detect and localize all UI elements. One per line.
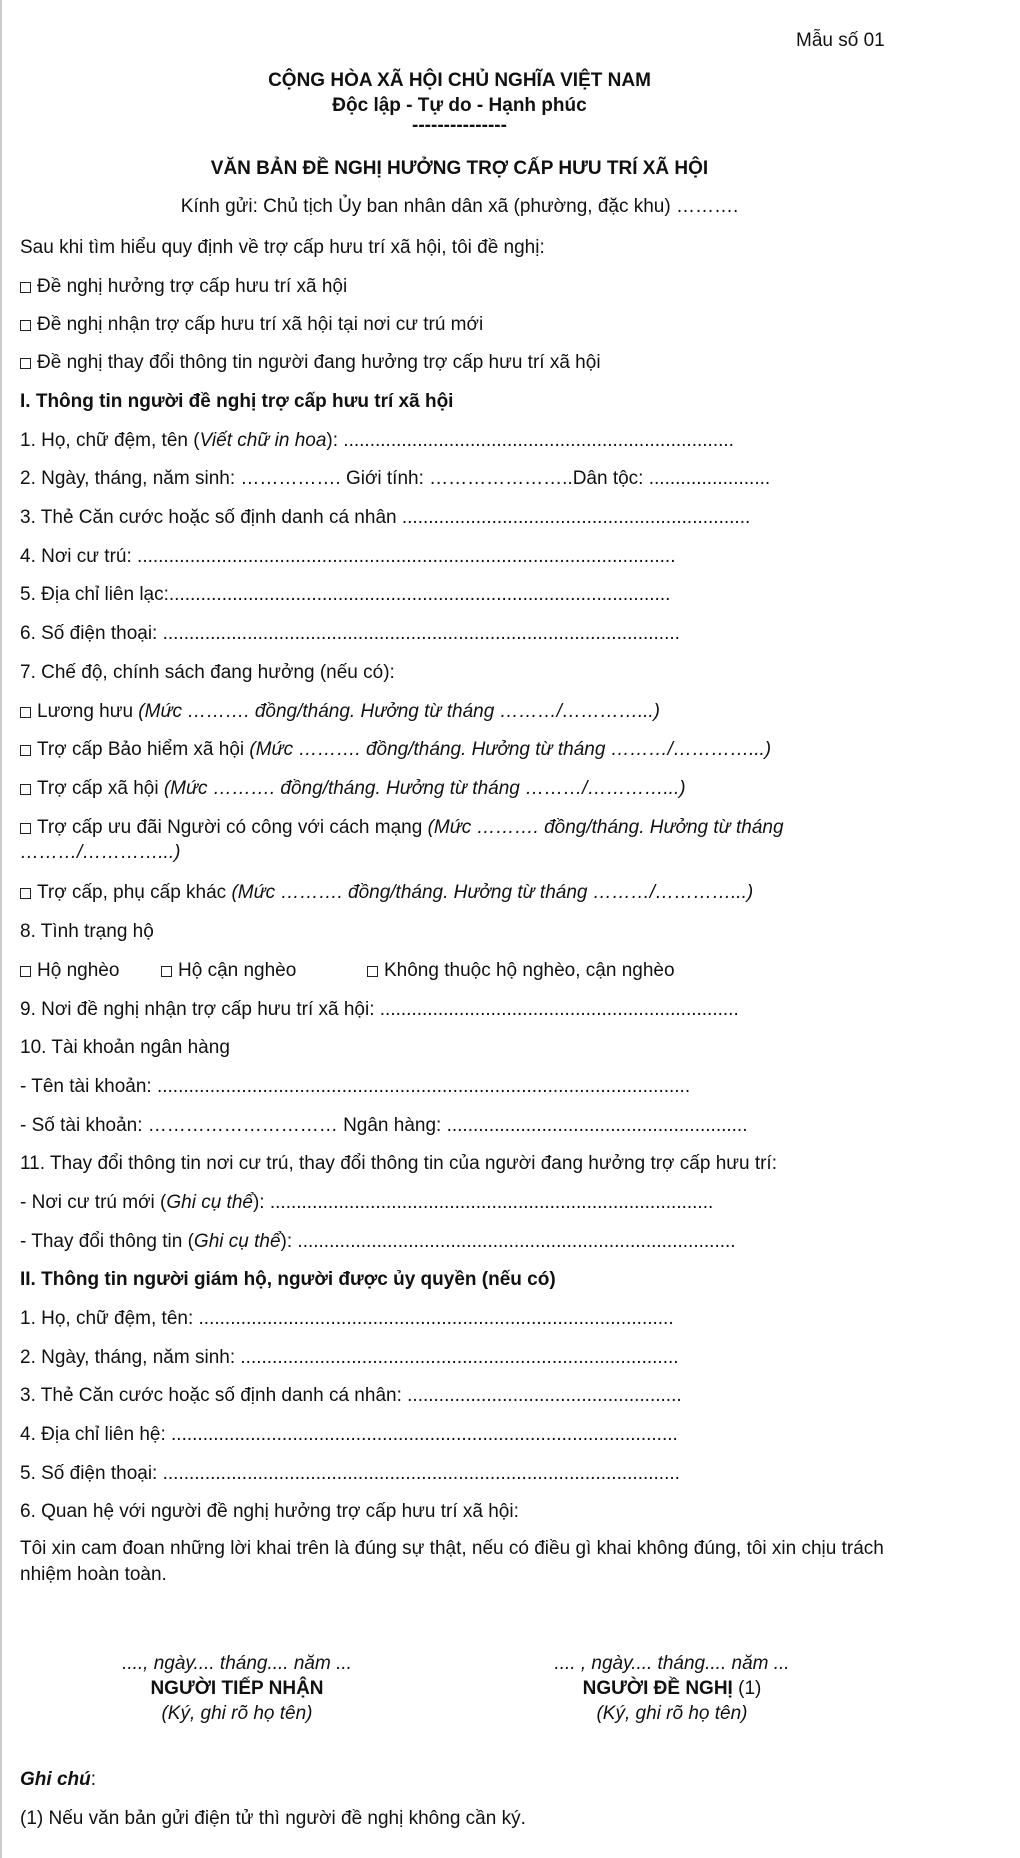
- nation-header: CỘNG HÒA XÃ HỘI CHỦ NGHĨA VIỆT NAM: [268, 70, 651, 91]
- document-title: VĂN BẢN ĐỀ NGHỊ HƯỞNG TRỢ CẤP HƯU TRÍ XÃ HỘI: [210, 158, 709, 179]
- checkbox[interactable]: [20, 888, 31, 899]
- field-bank-account-heading: 10. Tài khoản ngân hàng: [20, 1037, 230, 1058]
- requester-date-line: .... , ngày.... tháng.... năm ...: [554, 1653, 790, 1674]
- note-1: (1) Nếu văn bản gửi điện tử thì người đề nghị không cần ký.: [20, 1808, 526, 1829]
- section-1-heading: I. Thông tin người đề nghị trợ cấp hưu trí xã hội: [20, 391, 454, 412]
- requester-sign-note: (Ký, ghi rõ họ tên): [596, 1703, 748, 1724]
- receiver-sign-note: (Ký, ghi rõ họ tên): [161, 1703, 313, 1724]
- checkbox[interactable]: [20, 784, 31, 795]
- intro-text: Sau khi tìm hiểu quy định về trợ cấp hưu trí xã hội, tôi đề nghị:: [20, 237, 545, 258]
- checkbox[interactable]: [20, 707, 31, 718]
- checkbox[interactable]: [161, 966, 172, 977]
- guardian-birth-date: 2. Ngày, tháng, năm sinh: ...................................................................................: [20, 1347, 679, 1368]
- household-option: Không thuộc hộ nghèo, cận nghèo: [367, 959, 675, 983]
- checkbox[interactable]: [20, 358, 31, 369]
- checkbox[interactable]: [20, 282, 31, 293]
- checkbox[interactable]: [20, 966, 31, 977]
- guardian-full-name: 1. Họ, chữ đệm, tên: ..........................................................................................: [20, 1308, 674, 1329]
- guardian-id-card: 3. Thẻ Căn cước hoặc số định danh cá nhân: ....................................................: [20, 1385, 682, 1406]
- request-option: Đề nghị nhận trợ cấp hưu trí xã hội tại nơi cư trú mới: [20, 313, 483, 337]
- field-birth-gender-ethnicity: 2. Ngày, tháng, năm sinh: ……………. Giới tính: …………………..Dân tộc: .......................: [20, 468, 771, 489]
- request-option: Đề nghị hưởng trợ cấp hưu trí xã hội: [20, 275, 347, 299]
- guardian-phone: 5. Số điện thoại: ..................................................................................................: [20, 1463, 680, 1484]
- requester-role: NGƯỜI ĐỀ NGHỊ (1): [582, 1678, 762, 1699]
- benefit-option: Trợ cấp ưu đãi Người có công với cách mạng (Mức ………. đồng/tháng. Hưởng từ tháng: [20, 816, 784, 840]
- declaration-text: Tôi xin cam đoan những lời khai trên là đúng sự thật, nếu có điều gì khai không đúng, tôi xin chịu trách nhiệm hoàn toàn.: [20, 1538, 884, 1585]
- benefit-option: Trợ cấp xã hội (Mức ………. đồng/tháng. Hưởng từ tháng ………/…………...): [20, 777, 686, 801]
- field-id-card: 3. Thẻ Căn cước hoặc số định danh cá nhân ..................................................................: [20, 507, 751, 528]
- household-option: Hộ nghèo: [20, 959, 119, 983]
- field-full-name: 1. Họ, chữ đệm, tên (Viết chữ in hoa): ..........................................................................: [20, 430, 734, 451]
- checkbox[interactable]: [20, 745, 31, 756]
- field-contact-address: 5. Địa chỉ liên lạc:...............................................................................................: [20, 584, 671, 605]
- guardian-address: 4. Địa chỉ liên hệ: ................................................................................................: [20, 1424, 678, 1445]
- benefit-option-continuation: ………/…………...): [20, 842, 181, 863]
- motto: Độc lập - Tự do - Hạnh phúc: [332, 95, 587, 116]
- household-option: Hộ cận nghèo: [161, 959, 296, 983]
- field-account-number-bank: - Số tài khoản: ………………………… Ngân hàng: .........................................................: [20, 1115, 748, 1136]
- field-account-name: - Tên tài khoản: .....................................................................................................: [20, 1076, 691, 1097]
- field-phone: 6. Số điện thoại: ..................................................................................................: [20, 623, 680, 644]
- benefit-option: Trợ cấp Bảo hiểm xã hội (Mức ………. đồng/tháng. Hưởng từ tháng ………/…………...): [20, 738, 771, 762]
- field-new-residence: - Nơi cư trú mới (Ghi cụ thể): ....................................................................................: [20, 1192, 714, 1213]
- field-benefits-heading: 7. Chế độ, chính sách đang hưởng (nếu có):: [20, 662, 395, 683]
- header-divider: ---------------: [412, 115, 507, 136]
- benefit-option: Lương hưu (Mức ………. đồng/tháng. Hưởng từ tháng ………/…………...): [20, 700, 660, 724]
- request-option: Đề nghị thay đổi thông tin người đang hưởng trợ cấp hưu trí xã hội: [20, 351, 601, 375]
- receiver-date-line: ...., ngày.... tháng.... năm ...: [122, 1653, 352, 1674]
- addressee: Kính gửi: Chủ tịch Ủy ban nhân dân xã (phường, đặc khu) ……….: [180, 196, 739, 217]
- section-2-heading: II. Thông tin người giám hộ, người được ủy quyền (nếu có): [20, 1269, 556, 1290]
- field-residence: 4. Nơi cư trú: ......................................................................................................: [20, 546, 676, 567]
- field-info-change: - Thay đổi thông tin (Ghi cụ thể): ...................................................................................: [20, 1231, 736, 1252]
- checkbox[interactable]: [20, 320, 31, 331]
- notes-heading: Ghi chú:: [20, 1769, 97, 1790]
- form-code: Mẫu số 01: [796, 30, 885, 51]
- field-change-info-heading: 11. Thay đổi thông tin nơi cư trú, thay đổi thông tin của người đang hưởng trợ cấp hưu trí:: [20, 1153, 777, 1174]
- benefit-option: Trợ cấp, phụ cấp khác (Mức ………. đồng/tháng. Hưởng từ tháng ………/…………...): [20, 881, 753, 905]
- field-receive-place: 9. Nơi đề nghị nhận trợ cấp hưu trí xã hội: ....................................................................: [20, 999, 739, 1020]
- field-household-status: 8. Tình trạng hộ: [20, 921, 154, 942]
- checkbox[interactable]: [20, 823, 31, 834]
- guardian-relationship: 6. Quan hệ với người đề nghị hưởng trợ cấp hưu trí xã hội:: [20, 1501, 519, 1522]
- receiver-role: NGƯỜI TIẾP NHẬN: [150, 1678, 324, 1699]
- checkbox[interactable]: [367, 966, 378, 977]
